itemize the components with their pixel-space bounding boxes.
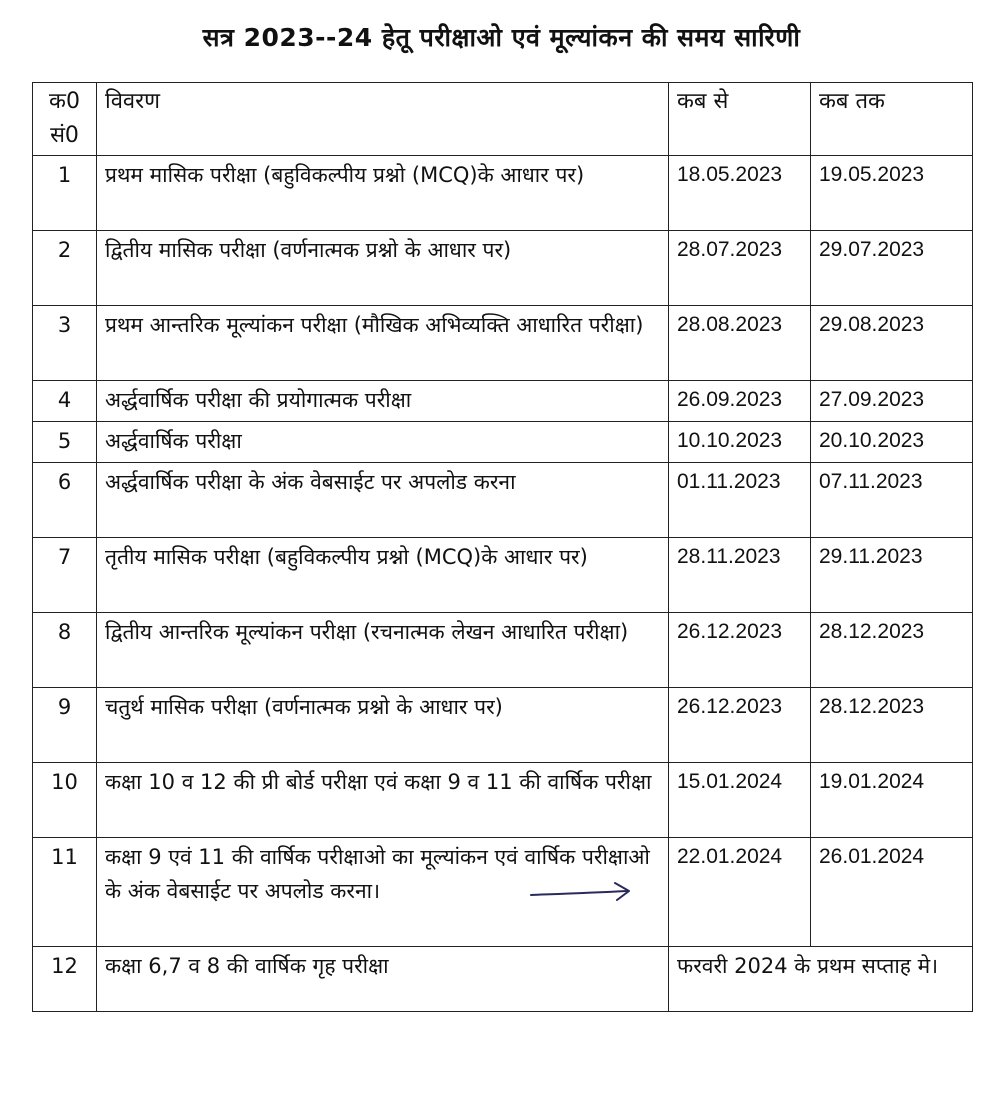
- row-to-date: 19.05.2023: [811, 156, 973, 231]
- row-from-date: 01.11.2023: [669, 463, 811, 538]
- row-sno: 1: [33, 156, 97, 231]
- table-row: [33, 463, 973, 538]
- row-to-date: 28.12.2023: [811, 613, 973, 688]
- row-from-date: 26.12.2023: [669, 613, 811, 688]
- row-description: तृतीय मासिक परीक्षा (बहुविकल्पीय प्रश्नो (MCQ)के आधार पर): [97, 538, 669, 613]
- row-sno: 12: [33, 947, 97, 1012]
- row-from-date: 28.07.2023: [669, 231, 811, 306]
- row-to-date: 29.08.2023: [811, 306, 973, 381]
- table-row: [33, 838, 973, 947]
- row-to-date: 20.10.2023: [811, 422, 973, 463]
- row-to-date: 27.09.2023: [811, 381, 973, 422]
- row-sno: 3: [33, 306, 97, 381]
- table-row: [33, 306, 973, 381]
- table-header-row: [33, 83, 973, 156]
- row-sno: 8: [33, 613, 97, 688]
- table-row: [33, 947, 973, 1012]
- row-to-date: 07.11.2023: [811, 463, 973, 538]
- row-description: द्वितीय मासिक परीक्षा (वर्णनात्मक प्रश्नो के आधार पर): [97, 231, 669, 306]
- table-row: [33, 156, 973, 231]
- table-row: [33, 422, 973, 463]
- row-to-date: 29.07.2023: [811, 231, 973, 306]
- row-sno: 6: [33, 463, 97, 538]
- row-description: प्रथम आन्तरिक मूल्यांकन परीक्षा (मौखिक अभिव्यक्ति आधारित परीक्षा): [97, 306, 669, 381]
- row-to-date: 29.11.2023: [811, 538, 973, 613]
- row-sno: 5: [33, 422, 97, 463]
- row-sno: 7: [33, 538, 97, 613]
- row-description: कक्षा 9 एवं 11 की वार्षिक परीक्षाओ का मूल्यांकन एवं वार्षिक परीक्षाओ के अंक वेबसाईट पर अपलोड करना।: [105, 845, 650, 903]
- header-sno: क0 सं0: [33, 83, 97, 156]
- row-description: कक्षा 6,7 व 8 की वार्षिक गृह परीक्षा: [97, 947, 669, 1012]
- header-to: कब तक: [811, 83, 973, 156]
- row-from-date: 10.10.2023: [669, 422, 811, 463]
- row-sno: 4: [33, 381, 97, 422]
- row-sno: 9: [33, 688, 97, 763]
- row-description: अर्द्धवार्षिक परीक्षा की प्रयोगात्मक परीक्षा: [97, 381, 669, 422]
- row-to-date: 19.01.2024: [811, 763, 973, 838]
- row-from-date: 26.12.2023: [669, 688, 811, 763]
- row-description: अर्द्धवार्षिक परीक्षा के अंक वेबसाईट पर अपलोड करना: [97, 463, 669, 538]
- row-sno: 10: [33, 763, 97, 838]
- row-description: अर्द्धवार्षिक परीक्षा: [97, 422, 669, 463]
- table-row: [33, 381, 973, 422]
- row-to-date: 26.01.2024: [811, 838, 973, 947]
- row-description: द्वितीय आन्तरिक मूल्यांकन परीक्षा (रचनात्मक लेखन आधारित परीक्षा): [97, 613, 669, 688]
- row-from-date: 15.01.2024: [669, 763, 811, 838]
- table-row: [33, 538, 973, 613]
- row-from-date: 22.01.2024: [669, 838, 811, 947]
- row-from-date: 28.11.2023: [669, 538, 811, 613]
- row-description: चतुर्थ मासिक परीक्षा (वर्णनात्मक प्रश्नो के आधार पर): [97, 688, 669, 763]
- table-row: [33, 688, 973, 763]
- header-from: कब से: [669, 83, 811, 156]
- row-description: कक्षा 10 व 12 की प्री बोर्ड परीक्षा एवं कक्षा 9 व 11 की वार्षिक परीक्षा: [97, 763, 669, 838]
- exam-schedule-table: [32, 82, 973, 1012]
- handwritten-arrow-icon: [527, 879, 637, 905]
- row-from-date: 26.09.2023: [669, 381, 811, 422]
- row-sno: 11: [33, 838, 97, 947]
- row-description-cell: [97, 838, 669, 947]
- table-row: [33, 231, 973, 306]
- row-period: फरवरी 2024 के प्रथम सप्ताह मे।: [669, 947, 973, 1012]
- header-description: विवरण: [97, 83, 669, 156]
- row-sno: 2: [33, 231, 97, 306]
- row-from-date: 28.08.2023: [669, 306, 811, 381]
- table-row: [33, 763, 973, 838]
- page-title: सत्र 2023--24 हेतू परीक्षाओ एवं मूल्यांकन की समय सारिणी: [202, 23, 801, 52]
- row-from-date: 18.05.2023: [669, 156, 811, 231]
- table-row: [33, 613, 973, 688]
- row-description: प्रथम मासिक परीक्षा (बहुविकल्पीय प्रश्नो (MCQ)के आधार पर): [97, 156, 669, 231]
- row-to-date: 28.12.2023: [811, 688, 973, 763]
